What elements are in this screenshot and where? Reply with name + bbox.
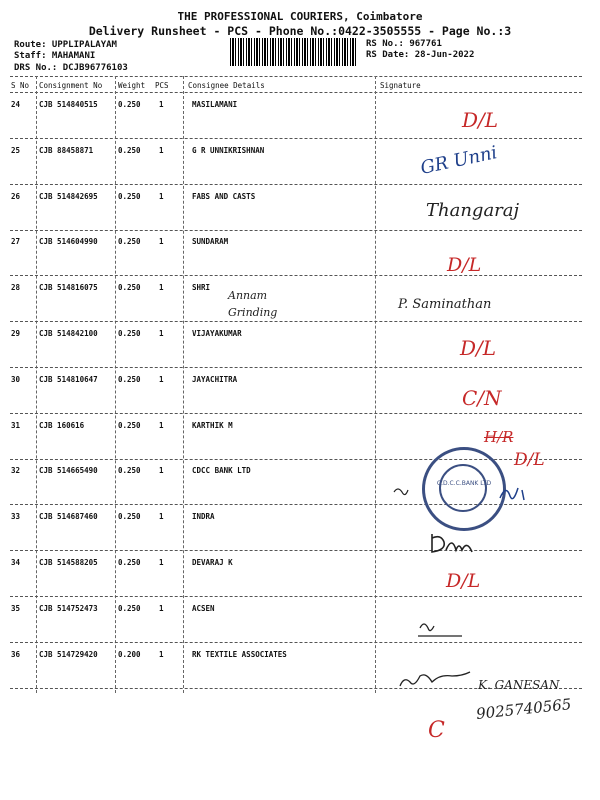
row-consignee: CDCC BANK LTD (192, 466, 251, 476)
row-sno: 32 (11, 466, 21, 476)
handwritten-signature-row25: GR Unni (418, 142, 500, 179)
row-divider (10, 367, 582, 368)
handwritten-name-row36: K. GANESAN (478, 678, 560, 692)
row-consignment: CJB 514842695 (39, 191, 98, 201)
row-sno: 30 (11, 374, 21, 384)
row-consignment: CJB 88458871 (39, 145, 94, 155)
row-sno: 35 (11, 603, 21, 613)
rs-number: RS No.: 967761 (366, 39, 442, 49)
col-header-signature: Signature (380, 81, 421, 90)
row-sno: 33 (11, 512, 21, 522)
row-pcs: 1 (159, 420, 164, 430)
row-weight: 0.250 (118, 145, 141, 155)
row-consignment: CJB 514665490 (39, 466, 98, 476)
row-consignee: G R UNNIKRISHNAN (192, 145, 265, 155)
row-consignment: CJB 514588205 (39, 558, 98, 567)
row-consignee: INDRA (192, 512, 215, 522)
row-consignee: KARTHIK M (192, 420, 233, 430)
rs-date: RS Date: 28-Jun-2022 (366, 50, 475, 60)
column-divider (375, 76, 376, 693)
row-pcs: 1 (159, 145, 164, 155)
handwritten-phone-row36: 9025740565 (475, 695, 573, 723)
row-weight: 0.200 (118, 649, 141, 659)
row-consignee: JAYACHITRA (192, 374, 238, 384)
row-pcs: 1 (159, 374, 164, 384)
row-weight: 0.250 (118, 283, 141, 293)
row-pcs: 1 (159, 512, 164, 522)
handwritten-mark-row30: C/N (462, 386, 502, 410)
row-consignee: FABS AND CASTS (192, 191, 256, 201)
row-pcs: 1 (159, 100, 164, 109)
handwritten-signature-row28: P. Saminathan (398, 297, 492, 312)
handwritten-signature-row26: Thangaraj (426, 200, 520, 221)
row-consignee: SHRI (192, 283, 211, 293)
row-divider (10, 596, 582, 597)
row-consignment: CJB 514810647 (39, 374, 98, 384)
page-title: THE PROFESSIONAL COURIERS, Coimbatore (177, 10, 423, 23)
row-divider (10, 642, 582, 643)
row-pcs: 1 (159, 237, 164, 247)
row-pcs: 1 (159, 649, 164, 659)
column-divider (183, 76, 184, 693)
row-pcs: 1 (159, 558, 164, 567)
row-consignee: SUNDARAM (192, 237, 229, 247)
row-sno: 27 (11, 237, 21, 247)
row-sno: 24 (11, 100, 21, 109)
row-consignment: CJB 514840515 (39, 100, 98, 109)
row-pcs: 1 (159, 283, 164, 293)
row-consignee: VIJAYAKUMAR (192, 329, 242, 338)
row-weight: 0.250 (118, 603, 141, 613)
row-sno: 26 (11, 191, 21, 201)
bank-stamp-text: C.D.C.C.BANK LTD (436, 480, 492, 487)
row-pcs: 1 (159, 329, 164, 338)
row-weight: 0.250 (118, 374, 141, 384)
row-pcs: 1 (159, 603, 164, 613)
handwritten-mark-row32: D/L (514, 450, 545, 470)
signature-scribble-row33 (428, 528, 488, 558)
row-pcs: 1 (159, 466, 164, 476)
row-consignment: CJB 160616 (39, 420, 85, 430)
handwritten-struck-row31: H/R (484, 428, 514, 446)
row-consignee: MASILAMANI (192, 100, 238, 109)
route-label: Route: UPPLIPALAYAM (14, 40, 117, 50)
row-consignment: CJB 514604990 (39, 237, 98, 247)
handwritten-mark-footer: C (428, 718, 445, 743)
handwritten-mark-row34: D/L (446, 570, 481, 592)
column-divider (115, 76, 116, 693)
row-consignee: RK TEXTILE ASSOCIATES (192, 649, 287, 659)
staff-label: Staff: MAHAMANI (14, 51, 96, 61)
row-weight: 0.250 (118, 512, 141, 522)
col-header-consignment: Consignment No (39, 81, 103, 90)
row-weight: 0.250 (118, 100, 141, 109)
row-divider (10, 138, 582, 139)
signature-scribble-row32 (392, 480, 542, 510)
row-sno: 28 (11, 283, 21, 293)
col-header-consignee: Consignee Details (188, 81, 265, 90)
row-weight: 0.250 (118, 466, 141, 476)
row-consignee: DEVARAJ K (192, 558, 233, 567)
row-divider (10, 459, 582, 460)
drs-label: DRS No.: DCJB96776103 (14, 63, 128, 73)
barcode (230, 38, 358, 66)
header-rule-bottom (10, 92, 582, 93)
row-consignment: CJB 514816075 (39, 283, 98, 293)
handwritten-mark-row29: D/L (460, 336, 497, 360)
page-subtitle: Delivery Runsheet - PCS - Phone No.:0422-3505555 - Page No.:3 (88, 24, 512, 38)
row-divider (10, 230, 582, 231)
row-sno: 29 (11, 329, 21, 338)
row-consignment: CJB 514842100 (39, 329, 98, 338)
row-consignee: ACSEN (192, 603, 215, 613)
row-weight: 0.250 (118, 191, 141, 201)
row-divider (10, 550, 582, 551)
col-header-sno: S No (11, 81, 30, 90)
signature-scribble-row35 (416, 616, 476, 640)
row-divider (10, 321, 582, 322)
signature-scribble-row36 (396, 668, 476, 698)
handwritten-mark-row24: D/L (462, 108, 499, 132)
handwritten-mark-row27: D/L (447, 254, 482, 276)
row-divider (10, 413, 582, 414)
row-sno: 31 (11, 420, 21, 430)
row-consignment: CJB 514752473 (39, 603, 98, 613)
row-divider (10, 275, 582, 276)
col-header-weight: Weight (118, 81, 146, 90)
row-weight: 0.250 (118, 420, 141, 430)
handwritten-note-row28: Annam Grinding (228, 289, 278, 319)
col-header-pcs: PCS (155, 81, 169, 90)
row-pcs: 1 (159, 191, 164, 201)
row-weight: 0.250 (118, 558, 141, 567)
row-weight: 0.250 (118, 329, 141, 338)
row-divider (10, 184, 582, 185)
row-consignment: CJB 514687460 (39, 512, 98, 522)
row-consignment: CJB 514729420 (39, 649, 98, 659)
row-sno: 25 (11, 145, 21, 155)
row-weight: 0.250 (118, 237, 141, 247)
row-sno: 34 (11, 558, 21, 567)
header-rule-top (10, 76, 582, 77)
row-sno: 36 (11, 649, 21, 659)
column-divider (36, 76, 37, 693)
